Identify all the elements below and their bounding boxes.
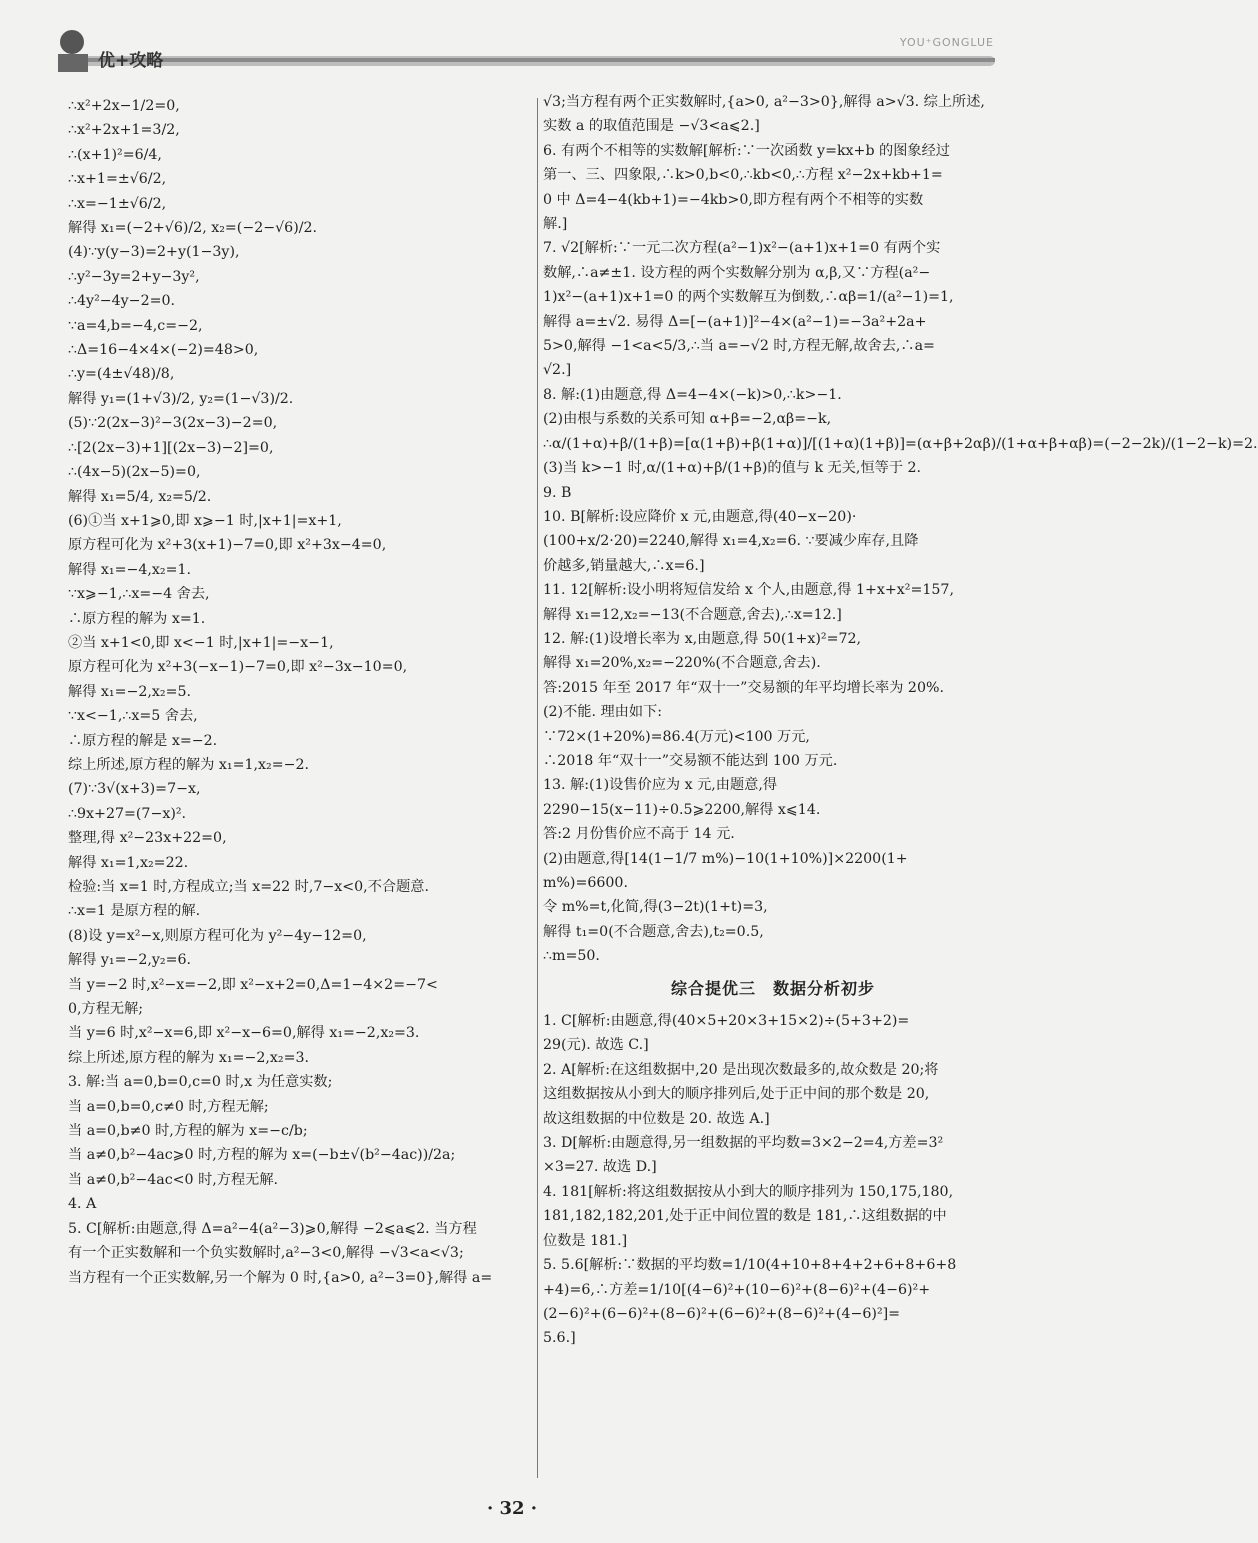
text-line: 解得 y₁=(1+√3)/2, y₂=(1−√3)/2. [68,390,294,407]
text-line: 解得 y₁=−2,y₂=6. [68,952,192,969]
text-line: ②当 x+1<0,即 x<−1 时,|x+1|=−x−1, [68,634,334,651]
text-line: 2. A[解析:在这组数据中,20 是出现次数最多的,故众数是 20;将 [543,1061,939,1078]
text-line: 12. 解:(1)设增长率为 x,由题意,得 50(1+x)²=72, [543,630,862,647]
text-line: ∴y=(4±√48)/8, [68,366,175,383]
text-line: 1. C[解析:由题意,得(40×5+20×3+15×2)÷(5+3+2)= [543,1013,910,1030]
text-line: ∴α/(1+α)+β/(1+β)=[α(1+β)+β(1+α)]/[(1+α)(1+β)]=(α+β+2αβ)/(1+α+β+αβ)=(−2−2k)/(1−2−k)=2. [543,435,1258,452]
text-line: 7. √2[解析:∵一元二次方程(a²−1)x²−(a+1)x+1=0 有两个实 [543,240,941,257]
text-line: 解得 x₁=(−2+√6)/2, x₂=(−2−√6)/2. [68,220,318,237]
text-line: 解得 x₁=5/4, x₂=5/2. [68,488,212,505]
text-line: (100+x/2·20)=2240,解得 x₁=4,x₂=6. ∵要减少库存,且降 [543,533,919,550]
text-line: ∴x²+2x−1/2=0, [68,98,180,114]
text-line: 3. 解:当 a=0,b=0,c=0 时,x 为任意实数; [68,1074,333,1091]
text-line: 13. 解:(1)设售价应为 x 元,由题意,得 [543,777,778,794]
text-line: 令 m%=t,化简,得(3−2t)(1+t)=3, [543,899,768,916]
text-line: ∴[2(2x−3)+1][(2x−3)−2]=0, [68,439,274,456]
text-line: 5>0,解得 −1<a<5/3,∴当 a=−√2 时,方程无解,故舍去,∴a= [543,338,935,355]
text-line: 价越多,销量越大,∴x=6.] [543,557,705,574]
text-line: m%)=6600. [543,875,628,891]
text-line: (7)∵3√(x+3)=7−x, [68,781,201,798]
text-line: 当 y=−2 时,x²−x=−2,即 x²−x+2=0,Δ=1−4×2=−7< [68,976,438,993]
text-line: ×3=27. 故选 D.] [543,1159,657,1176]
text-line: 10. B[解析:设应降价 x 元,由题意,得(40−x−20)· [543,508,857,525]
text-line: 11. 12[解析:设小明将短信发给 x 个人,由题意,得 1+x+x²=157, [543,582,954,599]
text-line: 4. 181[解析:将这组数据按从小到大的顺序排列为 150,175,180, [543,1183,954,1200]
text-line: (6)①当 x+1⩾0,即 x⩾−1 时,|x+1|=x+1, [68,512,342,529]
text-line: ∵a=4,b=−4,c=−2, [68,317,203,334]
text-line: 当 a≠0,b²−4ac⩾0 时,方程的解为 x=(−b±√(b²−4ac))/2a; [68,1147,456,1164]
text-line: ∴9x+27=(7−x)². [68,805,187,822]
text-line: 解得 x₁=12,x₂=−13(不合题意,舍去),∴x=12.] [543,606,842,623]
text-line: 解得 x₁=−4,x₂=1. [68,561,191,578]
page-number: · 32 · [486,1498,538,1519]
text-line: ∵x<−1,∴x=5 舍去, [68,708,198,725]
text-line: 第一、三、四象限,∴k>0,b<0,∴kb<0,∴方程 x²−2x+kb+1= [543,167,943,184]
text-line: 检验:当 x=1 时,方程成立;当 x=22 时,7−x<0,不合题意. [68,879,429,895]
text-line: 解得 x₁=20%,x₂=−220%(不合题意,舍去). [543,655,821,672]
text-line: ∴y²−3y=2+y−3y², [68,268,200,285]
text-line: ∴x=1 是原方程的解. [68,903,201,920]
text-line: 当 a≠0,b²−4ac<0 时,方程无解. [68,1171,279,1188]
brand-title: 优+攻略 [98,51,164,71]
text-line: ∴原方程的解是 x=−2. [68,732,218,749]
text-line: 4. A [68,1196,97,1213]
page-header [0,0,1024,80]
text-line: (2)由根与系数的关系可知 α+β=−2,αβ=−k, [543,411,832,428]
text-line: 答:2015 年至 2017 年“双十一”交易额的年平均增长率为 20%. [543,679,944,696]
text-line: (4)∵y(y−3)=2+y(1−3y), [68,244,240,261]
text-line: 29(元). 故选 C.] [543,1037,649,1054]
column-divider [537,98,538,1478]
text-line: 解得 t₁=0(不合题意,舍去),t₂=0.5, [543,923,764,940]
text-line: 2290−15(x−11)÷0.5⩾2200,解得 x⩽14. [543,801,821,818]
text-line: 0 中 Δ=4−4(kb+1)=−4kb>0,即方程有两个不相等的实数 [543,191,924,208]
text-line: 9. B [543,484,572,501]
text-line: 解.] [543,216,568,233]
text-line: 解得 x₁=1,x₂=22. [68,854,189,871]
text-line: ∴Δ=16−4×4×(−2)=48>0, [68,342,259,359]
section-title: 综合提优三 数据分析初步 [670,978,875,998]
text-line: 整理,得 x²−23x+22=0, [68,830,227,847]
right-column-data-analysis [543,1009,1003,1351]
text-line: 实数 a 的取值范围是 −√3<a⩽2.] [543,118,760,135]
text-line: ∴x=−1±√6/2, [68,195,167,212]
text-line: √2.] [543,362,572,379]
text-line: ∴x+1=±√6/2, [68,171,167,188]
text-line: 有一个正实数解和一个负实数解时,a²−3<0,解得 −√3<a<√3; [68,1245,464,1262]
text-line: 当 a=0,b=0,c≠0 时,方程无解; [68,1098,269,1115]
text-line: 解得 x₁=−2,x₂=5. [68,683,191,700]
text-line: 5. 5.6[解析:∵数据的平均数=1/10(4+10+8+4+2+6+8+6+8 [543,1257,957,1274]
text-line: 0,方程无解; [68,1001,144,1018]
text-line: 3. D[解析:由题意得,另一组数据的平均数=3×2−2=4,方差=3² [543,1135,944,1152]
right-column [543,90,1258,1351]
text-line: (2)由题意,得[14(1−1/7 m%)−10(1+10%)]×2200(1+ [543,850,908,867]
text-line: 1)x²−(a+1)x+1=0 的两个实数解互为倒数,∴αβ=1/(a²−1)=1, [543,289,954,306]
text-line: 8. 解:(1)由题意,得 Δ=4−4×(−k)>0,∴k>−1. [543,386,842,403]
text-line: 答:2 月份售价应不高于 14 元. [543,826,735,843]
text-line: 这组数据按从小到大的顺序排列后,处于正中间的那个数是 20, [543,1086,930,1103]
text-line: 原方程可化为 x²+3(−x−1)−7=0,即 x²−3x−10=0, [68,659,408,676]
text-line: (3)当 k>−1 时,α/(1+α)+β/(1+β)的值与 k 无关,恒等于 2. [543,460,922,477]
text-line: ∵72×(1+20%)=86.4(万元)<100 万元, [543,728,810,745]
text-line: 当 a=0,b≠0 时,方程的解为 x=−c/b; [68,1123,308,1140]
text-line: ∴原方程的解为 x=1. [68,610,206,627]
text-line: 当方程有一个正实数解,另一个解为 0 时,{a>0, a²−3=0},解得 a= [68,1269,493,1286]
text-line: ∴x²+2x+1=3/2, [68,122,180,139]
text-line: ∴4y²−4y−2=0. [68,293,176,310]
text-line: (5)∵2(2x−3)²−3(2x−3)−2=0, [68,415,278,432]
text-line: 数解,∴a≠±1. 设方程的两个实数解分别为 α,β,又∵方程(a²− [543,264,931,281]
text-line: 综上所述,原方程的解为 x₁=1,x₂=−2. [68,756,310,773]
text-line: 解得 a=±√2. 易得 Δ=[−(a+1)]²−4×(a²−1)=−3a²+2a+ [543,313,927,330]
text-line: ∵x⩾−1,∴x=−4 舍去, [68,586,210,603]
text-line: (8)设 y=x²−x,则原方程可化为 y²−4y−12=0, [68,927,367,944]
left-column [68,94,523,1290]
text-line: √3;当方程有两个正实数解时,{a>0, a²−3>0},解得 a>√3. 综上所述, [543,94,985,110]
text-line: +4)=6,∴方差=1/10[(4−6)²+(10−6)²+(8−6)²+(4−6)²+ [543,1281,931,1298]
text-line: 原方程可化为 x²+3(x+1)−7=0,即 x²+3x−4=0, [68,537,387,554]
text-line: 当 y=6 时,x²−x=6,即 x²−x−6=0,解得 x₁=−2,x₂=3. [68,1025,420,1042]
text-line: (2)不能. 理由如下: [543,704,663,721]
text-line: ∴(x+1)²=6/4, [68,146,162,163]
text-line: 故这组数据的中位数是 20. 故选 A.] [543,1110,770,1127]
text-line: ∴m=50. [543,948,600,965]
text-line: 181,182,182,201,处于正中间位置的数是 181,∴这组数据的中 [543,1208,947,1225]
header-subtitle: YOU⁺GONGLUE [899,36,994,49]
text-line: 6. 有两个不相等的实数解[解析:∵一次函数 y=kx+b 的图象经过 [543,142,950,159]
text-line: 5.6.] [543,1330,576,1347]
text-line: 5. C[解析:由题意,得 Δ=a²−4(a²−3)⩾0,解得 −2⩽a⩽2. 当方程 [68,1220,477,1237]
text-line: 位数是 181.] [543,1232,628,1249]
right-column-solutions [543,90,1258,969]
text-line: ∴2018 年“双十一”交易额不能达到 100 万元. [543,752,838,769]
text-line: ∴(4x−5)(2x−5)=0, [68,464,201,481]
text-line: 综上所述,原方程的解为 x₁=−2,x₂=3. [68,1049,310,1066]
text-line: (2−6)²+(6−6)²+(8−6)²+(6−6)²+(8−6)²+(4−6)²]= [543,1305,901,1322]
